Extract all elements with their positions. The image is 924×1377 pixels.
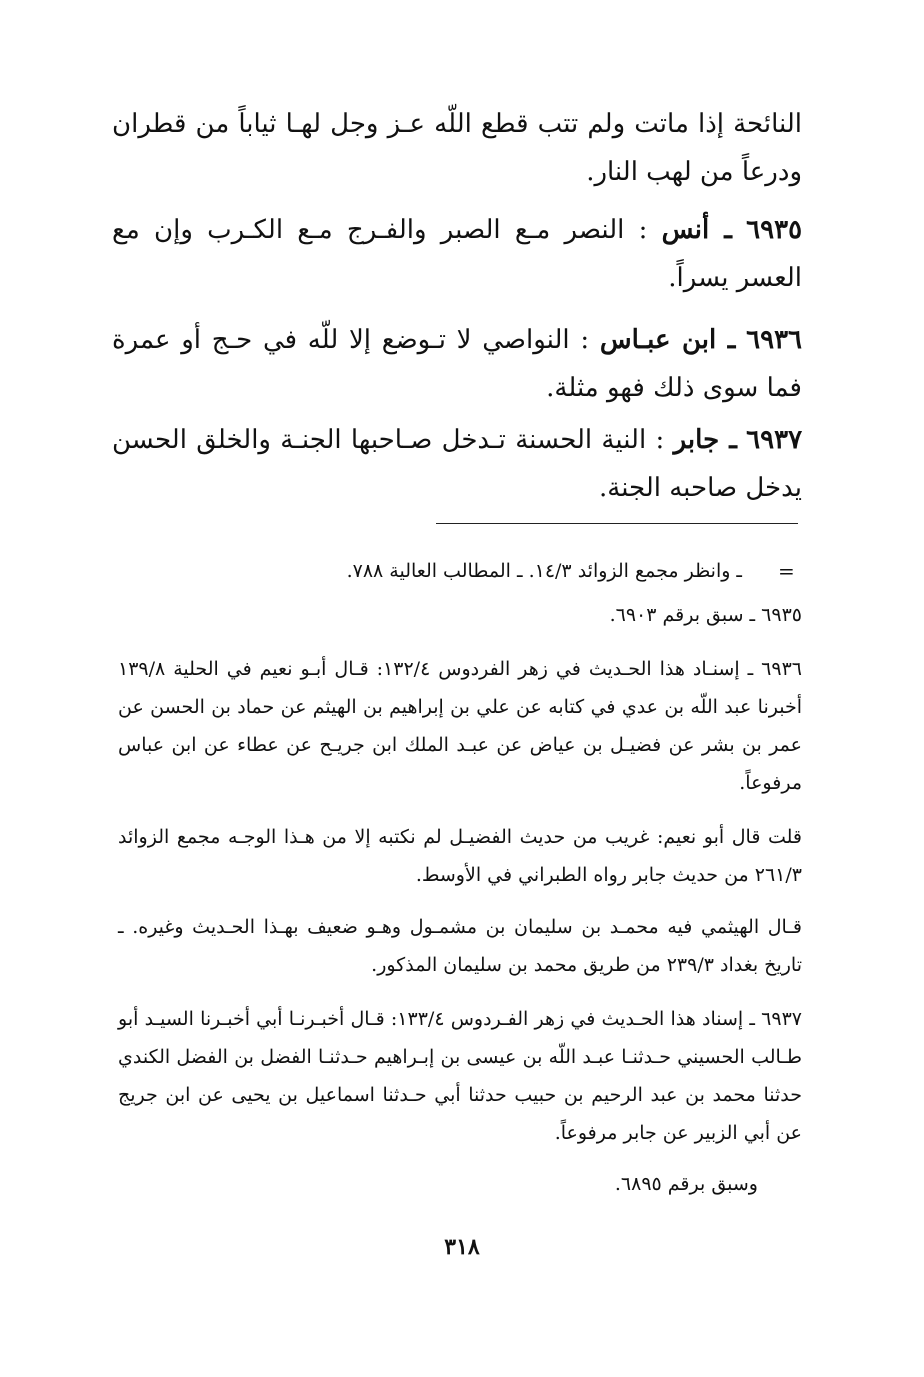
- narrator-name: ابن عبـاس: [599, 325, 717, 355]
- footnote-see-also: [118, 1165, 802, 1203]
- main-paragraph-1: [112, 100, 802, 196]
- hadith-text: : النية الحسنة تـدخل صـاحبها الجنـة والخلق الحسن يدخل صاحبه الجنة.: [112, 425, 802, 503]
- footnote-text: قـال الهيثمي فيه محمـد بن سليمان بن مشمـول وهـو ضعيف بهـذا الحـديث وغيره. ـ تاريخ بغداد ٢٣٩/٣ من طريق محمد بن سليمان المذكور.: [118, 916, 802, 976]
- footnote-text: وسبق برقم ٦٨٩٥.: [614, 1173, 758, 1195]
- narrator-name: أنس: [661, 215, 710, 245]
- hadith-number: ٦٩٣٥: [746, 215, 803, 245]
- hadith-number: ٦٩٣٧: [746, 425, 803, 455]
- footnote-continuation: [118, 552, 802, 590]
- footnote-text: قلت قال أبو نعيم: غريب من حديث الفضيـل لم نكتبه إلا من هـذا الوجـه مجمع الزوائد ٢٦١/٣ من حديث جابر رواه الطبراني في الأوسط.: [118, 826, 802, 886]
- footnote-6936: [118, 650, 802, 802]
- footnote-text: ٦٩٣٦ ـ إسنـاد هذا الحـديث في زهر الفردوس ١٣٢/٤: قـال أبـو نعيم في الحلية ١٣٩/٨ أخبرنا عبد اللّه بن عدي في كتابه عن علي بن إبراهيم بن الهيثم عن حماد بن الحسن عن عمر بن بشر عن فضيـل بن عياض عن عبـد الملك ابن جريـح عن عطاء عن ابن عباس مرفوعاً.: [118, 658, 802, 794]
- paragraph-text: النائحة إذا ماتت ولم تتب قطع اللّه عـز وجل لهـا ثياباً من قطران ودرعاً من لهب النار.: [112, 109, 802, 187]
- hadith-6936: ٦٩٣٦ ـ ابن عبـاس : النواصي لا تـوضع إلا للّه في حـج أو عمرة فما سوى ذلك فهو مثلة.: [112, 325, 802, 403]
- page-number: ٣١٨: [444, 1234, 480, 1260]
- hadith-number: ٦٩٣٦: [746, 325, 802, 355]
- footnote-text: ٦٩٣٥ ـ سبق برقم ٦٩٠٣.: [609, 604, 802, 626]
- footnote-text: ـ وانظر مجمع الزوائد ١٤/٣. ـ المطالب العالية ٧٨٨.: [346, 560, 742, 582]
- footnote-text: ٦٩٣٧ ـ إسناد هذا الحـديث في زهر الفـردوس ١٣٣/٤: قـال أخبـرنـا أبي أخبـرنا السيـد أبو طـالب الحسيني حـدثنـا عبـد اللّه بن عيسى بن إبـراهيم حـدثنـا الفضل بن الفضل الكندي حدثنا محمد بن عبد الرحيم بن حبيب حدثنا أبي حـدثنا اسماعيل بن يحيى عن ابن جريج عن أبي الزبير عن جابر مرفوعاً.: [118, 1008, 802, 1144]
- footnote-note-haythami: [118, 908, 802, 984]
- footnote-note-abu-nuaym: [118, 818, 802, 894]
- narrator-name: جابر: [673, 425, 720, 455]
- continuation-marker: =: [778, 559, 795, 583]
- footnote-6937: [118, 1000, 802, 1152]
- hadith-6937: ٦٩٣٧ ـ جابر : النية الحسنة تـدخل صـاحبها الجنـة والخلق الحسن يدخل صاحبه الجنة.: [112, 425, 803, 503]
- hadith-text: : النصر مـع الصبر والفـرج مـع الكـرب وإن مع العسر يسراً.: [112, 215, 802, 293]
- footnote-separator: [436, 523, 798, 524]
- hadith-text: : النواصي لا تـوضع إلا للّه في حـج أو عمرة فما سوى ذلك فهو مثلة.: [112, 325, 802, 403]
- footnote-6935: [118, 596, 802, 634]
- hadith-6935: ٦٩٣٥ ـ أنس : النصر مـع الصبر والفـرج مـع الكـرب وإن مع العسر يسراً.: [112, 215, 803, 293]
